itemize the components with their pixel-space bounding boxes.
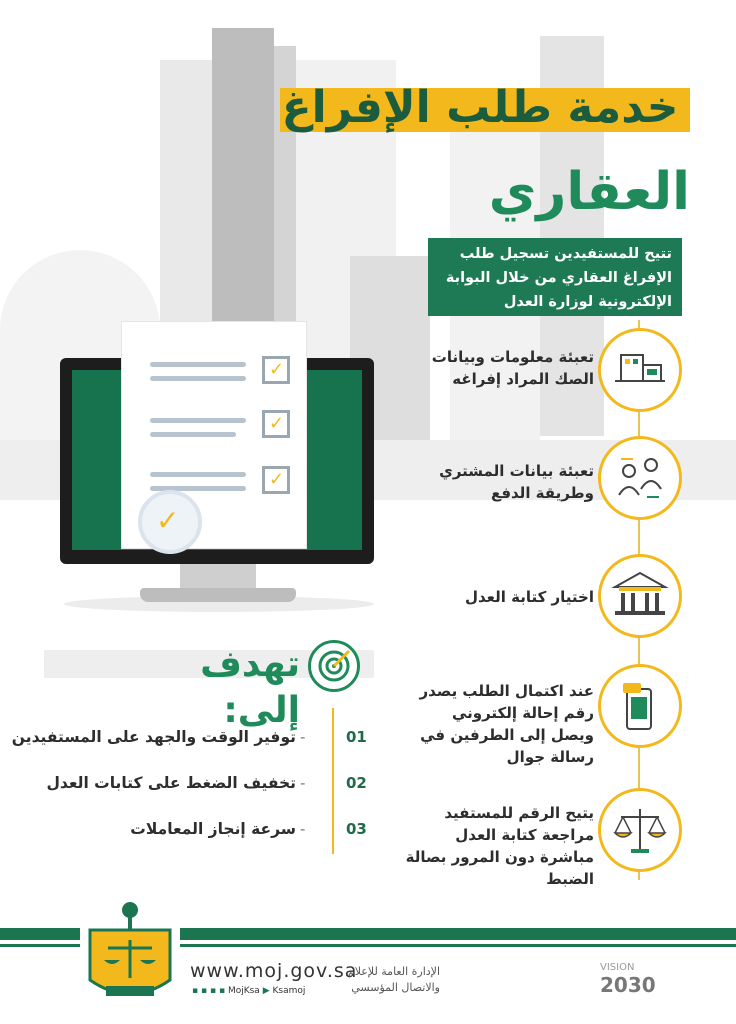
social-links[interactable] <box>192 986 305 996</box>
intro-box: تتيح للمستفيدين تسجيل طلب الإفراغ العقاري من خلال البوابة الإلكترونية لوزارة العدل <box>428 238 682 316</box>
mobile-message-icon <box>598 664 682 748</box>
vision-2030-logo <box>600 962 670 996</box>
scales-icon <box>598 788 682 872</box>
goal-dash: - <box>300 728 306 746</box>
monitor-base <box>140 588 296 602</box>
approval-seal-icon: ✓ <box>138 490 202 554</box>
buyer-seller-icon <box>598 436 682 520</box>
checklist-line <box>150 472 246 477</box>
building-document-icon <box>598 328 682 412</box>
department-name: الإدارة العامة للإعلام والاتصال المؤسسي <box>347 965 440 994</box>
ministry-emblem-logo <box>80 900 180 1010</box>
vision-year: 2030 <box>600 973 656 997</box>
goal-number: 01 <box>346 728 367 746</box>
social-handle: Ksamoj <box>272 986 306 996</box>
snapchat-icon[interactable]: ▪ <box>209 986 217 996</box>
checkbox-icon: ✓ <box>262 356 290 384</box>
goal-text: تخفيف الضغط على كتابات العدل <box>46 774 296 792</box>
goal-text: سرعة إنجاز المعاملات <box>130 820 296 838</box>
twitter-icon[interactable]: ▪ <box>192 986 199 996</box>
checklist-line <box>150 376 246 381</box>
social-handle: MojKsa <box>227 986 260 996</box>
vision-label: VISION <box>600 962 635 973</box>
target-icon <box>308 640 360 692</box>
page-subtitle: العقاري <box>488 162 690 222</box>
youtube-icon[interactable]: ▶ <box>262 986 270 996</box>
goal-text: توفير الوقت والجهد على المستفيدين <box>11 728 296 746</box>
step-4-text: عند اكتمال الطلب يصدر رقم إحالة إلكتروني ويصل إلى الطرفين في رسالة جوال <box>419 682 594 766</box>
goal-dash: - <box>300 820 306 838</box>
instagram-icon[interactable]: ▪ <box>200 986 208 996</box>
goal-number: 02 <box>346 774 367 792</box>
step-3-text: اختيار كتابة العدل <box>464 588 594 606</box>
goals-title: تهدف إلى: <box>200 644 300 731</box>
checklist-line <box>150 362 246 367</box>
goals-divider <box>332 708 334 854</box>
checklist-line <box>150 432 236 437</box>
website-link[interactable]: www.moj.gov.sa <box>190 960 358 982</box>
checklist-line <box>150 418 246 423</box>
step-2-text: تعبئة بيانات المشتري وطريقة الدفع <box>439 462 594 502</box>
checkbox-icon: ✓ <box>262 410 290 438</box>
checkbox-icon: ✓ <box>262 466 290 494</box>
goal-dash: - <box>300 774 306 792</box>
linkedin-icon[interactable]: ▪ <box>218 986 226 996</box>
step-1-text: تعبئة معلومات وبيانات الصك المراد إفراغه <box>431 348 594 388</box>
monitor-neck <box>180 564 256 590</box>
goal-number: 03 <box>346 820 367 838</box>
courthouse-icon <box>598 554 682 638</box>
step-5-text: يتيح الرقم للمستفيد مراجعة كتابة العدل مباشرة دون المرور بصالة الضبط <box>405 804 594 888</box>
page-title: خدمة طلب الإفراغ <box>281 82 679 133</box>
